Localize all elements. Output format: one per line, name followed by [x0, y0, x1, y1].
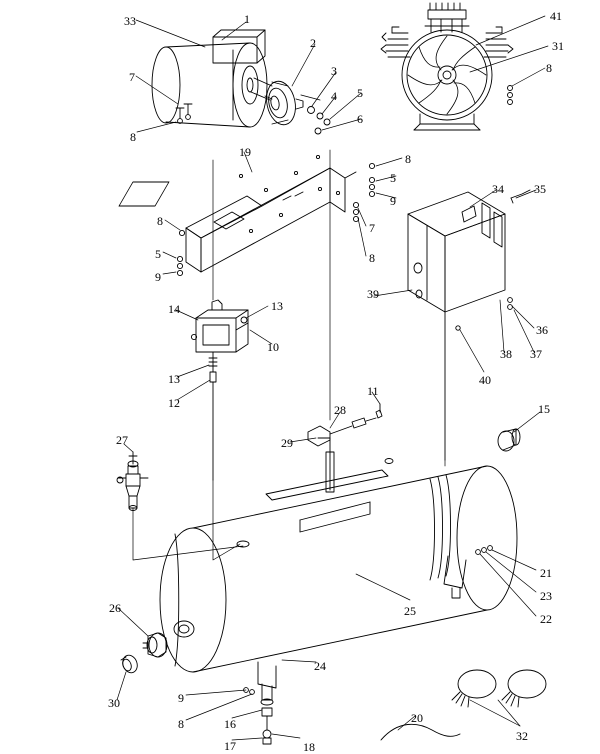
callout-7: 7: [369, 221, 375, 235]
callout-9: 9: [390, 194, 396, 208]
hose: [381, 724, 460, 740]
callout-22: 22: [540, 612, 552, 626]
callout-39: 39: [367, 287, 379, 301]
callout-8: 8: [157, 214, 163, 228]
callout-33: 33: [124, 14, 136, 28]
callout-27: 27: [116, 433, 128, 447]
regulator-filter: [117, 452, 148, 511]
callout-7: 7: [129, 70, 135, 84]
callout-32: 32: [516, 729, 528, 743]
callout-9: 9: [178, 691, 184, 705]
callout-23: 23: [540, 589, 552, 603]
callout-30: 30: [108, 696, 120, 710]
callout-41: 41: [550, 9, 562, 23]
callout-1: 1: [244, 12, 250, 26]
callout-5: 5: [155, 247, 161, 261]
callout-8: 8: [130, 130, 136, 144]
fastener-stack-left: [177, 230, 184, 275]
callout-4: 4: [331, 89, 337, 103]
callout-8: 8: [178, 717, 184, 731]
callout-19: 19: [239, 145, 251, 159]
motor-mount-bolts: [176, 104, 192, 123]
callout-13: 13: [271, 299, 283, 313]
callout-14: 14: [168, 302, 180, 316]
callout-35: 35: [534, 182, 546, 196]
wheel-and-foot: [120, 633, 167, 675]
callout-21: 21: [540, 566, 552, 580]
motor-pulley: [263, 79, 330, 134]
callout-2: 2: [310, 36, 316, 50]
callout-5: 5: [390, 171, 396, 185]
pressure-switch: [191, 300, 248, 480]
callout-29: 29: [281, 436, 293, 450]
callout-16: 16: [224, 717, 236, 731]
electric-motor: [152, 30, 272, 127]
callout-34: 34: [492, 182, 504, 196]
compressor-pump: [381, 3, 513, 130]
callout-28: 28: [334, 403, 346, 417]
callout-13: 13: [168, 372, 180, 386]
callout-40: 40: [479, 373, 491, 387]
callout-6: 6: [357, 112, 363, 126]
callout-18: 18: [303, 740, 315, 754]
callout-37: 37: [530, 347, 542, 361]
callout-20: 20: [411, 711, 423, 725]
callout-36: 36: [536, 323, 548, 337]
callout-26: 26: [109, 601, 121, 615]
callout-8: 8: [546, 61, 552, 75]
callout-24: 24: [314, 659, 326, 673]
callout-8: 8: [369, 251, 375, 265]
fastener-stack-right: [353, 163, 374, 221]
callout-38: 38: [500, 347, 512, 361]
callout-15: 15: [538, 402, 550, 416]
callout-17: 17: [224, 739, 236, 753]
callout-5: 5: [357, 86, 363, 100]
callout-9: 9: [155, 270, 161, 284]
belt-guard-panel: [408, 190, 530, 460]
callout-8: 8: [405, 152, 411, 166]
callout-31: 31: [552, 39, 564, 53]
callout-10: 10: [267, 340, 279, 354]
callout-3: 3: [331, 64, 337, 78]
callout-12: 12: [168, 396, 180, 410]
callout-11: 11: [367, 384, 379, 398]
callout-25: 25: [404, 604, 416, 618]
